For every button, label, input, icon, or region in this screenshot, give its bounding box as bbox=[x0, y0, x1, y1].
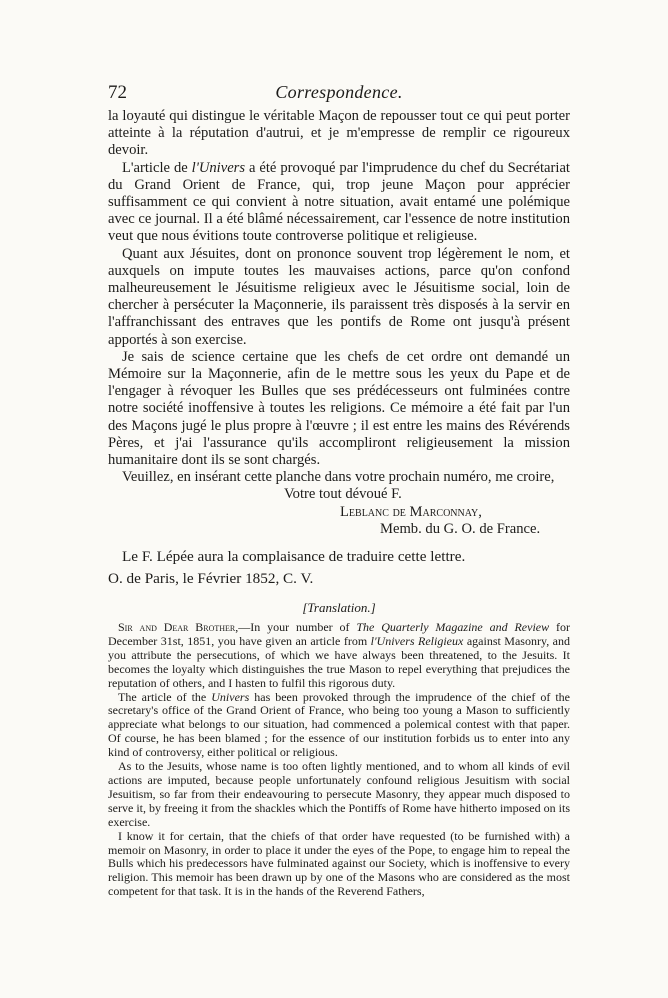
signature-title: Memb. du G. O. de France. bbox=[380, 520, 541, 537]
english-p1-b: for December 31st, 1851, you have given an article from bbox=[108, 620, 570, 648]
page-header bbox=[108, 82, 570, 106]
french-paragraph-1: la loyauté qui distingue le véritable Maçon de repousser tout ce qui peut porter atteinte à la réputation d'autrui, et je m'empresse de remplir ce rigoureux devoir. bbox=[108, 108, 570, 159]
french-p2-rest: a été provoqué par l'imprudence du chef du Secrétariat du Grand Orient de France, qui, trop jeune Maçon pour apprécier suffisamment ce qui convient à notre situation, avait entamé une polémique avec ce journal. Il a été blâmé nécessairement, car l'essence de notre institution veut que nous évitions toute controverse politique et religieuse. bbox=[108, 159, 570, 245]
translation-heading: [Translation.] bbox=[302, 600, 376, 615]
salutation: Sir and Dear Brother, bbox=[118, 620, 239, 634]
french-paragraph-4: Je sais de science certaine que les chefs de cet ordre ont demandé un Mémoire sur la Maçonnerie, afin de le mettre sous les yeux du Pape et de l'engager à révoquer les Bulles que ses prédécesseurs ont fulminées contre notre société inoffensive à toutes les religions. Ce mémoire a été fait par l'un des Maçons jugé le plus propre à l'œuvre ; il est entre les mains des Révérends Pères, et j'ai l'assurance qu'ils accompliront religieusement la mission humanitaire dont ils se sont chargés. bbox=[108, 348, 570, 469]
french-paragraph-2 bbox=[108, 160, 570, 246]
english-paragraph-1 bbox=[108, 621, 570, 691]
english-paragraph-2 bbox=[108, 691, 570, 761]
french-letter bbox=[108, 108, 570, 590]
running-title: Correspondence. bbox=[275, 82, 403, 102]
univers-title: l'Univers bbox=[191, 159, 246, 176]
english-paragraph-4: I know it for certain, that the chiefs of that order have requested (to be furnished with) a memoir on Masonry, in order to place it under the eyes of the Pope, to engage him to repeal the Bulls which his predecessors have fulminated against our Society, which is inoffensive to every religion. This memoir has been drawn up by one of the Masons who are considered as the most competent for that task. It is in the hands of the Reverend Fathers, bbox=[108, 828, 570, 899]
english-p2-a: The article of the bbox=[118, 689, 212, 704]
signature-name: Leblanc de Marconnay, bbox=[340, 503, 482, 520]
french-paragraph-5: Veuillez, en insérant cette planche dans votre prochain numéro, me croire, bbox=[122, 469, 555, 486]
dateline: O. de Paris, le Février 1852, C. V. bbox=[108, 570, 314, 588]
univers-religieux-title: l'Univers Religieux bbox=[370, 633, 464, 648]
english-p1-a: —In your number of bbox=[238, 620, 357, 634]
french-paragraph-3: Quant aux Jésuites, dont on prononce souvent trop légèrement le nom, et auxquels on impute toutes les mauvaises actions, parce qu'on confond malheureusement le Jésuitisme religieux avec le Jésuitisme social, loin de chercher à persécuter la Maçonnerie, ils paraissent très disposés à la servir en l'affranchissant des entraves que les pontifs de Rome ont jusqu'à présent apportés à son exercise. bbox=[108, 245, 570, 348]
english-paragraph-3: As to the Jesuits, whose name is too often lightly mentioned, and to whom all kinds of evil actions are imputed, because people unfortunately confound religious Jesuitism with social Jesuitism, so far from their endeavouring to persecute Masonry, they appear much disposed to serve it, by freeing it from the shackles which the Pontiffs of Rome have hitherto imposed on its exercise. bbox=[108, 759, 570, 829]
english-p1-c: against Masonry, and you attribute the persecutions, of which we have always been threatened, to the Jesuits. It becomes the loyalty which distinguishes the true Mason to repel everything that prejudices the reputation of others, and I hasten to fulfil this rigorous duty. bbox=[108, 633, 571, 690]
journal-title: The Quarterly Magazine and Review bbox=[356, 620, 550, 634]
french-p2-lead: L'article de bbox=[122, 159, 192, 176]
page-number: 72 bbox=[108, 82, 127, 103]
signature-closing: Votre tout dévoué F. bbox=[284, 486, 402, 503]
english-p2-b: has been provoked through the imprudence of the chief of the secretary's office of the Grand Orient of France, who being too young a Mason to sufficiently appreciate what belongs to our situation, had commenced a polemical contest with that paper. Of course, he has been blamed ; for the essence of our institution forbids us to enter into any kind of controversy, either political or religious. bbox=[108, 689, 570, 760]
english-translation bbox=[108, 621, 570, 899]
univers-title-en: Univers bbox=[211, 689, 250, 704]
translation-request-note: Le F. Lépée aura la complaisance de traduire cette lettre. bbox=[122, 548, 466, 566]
